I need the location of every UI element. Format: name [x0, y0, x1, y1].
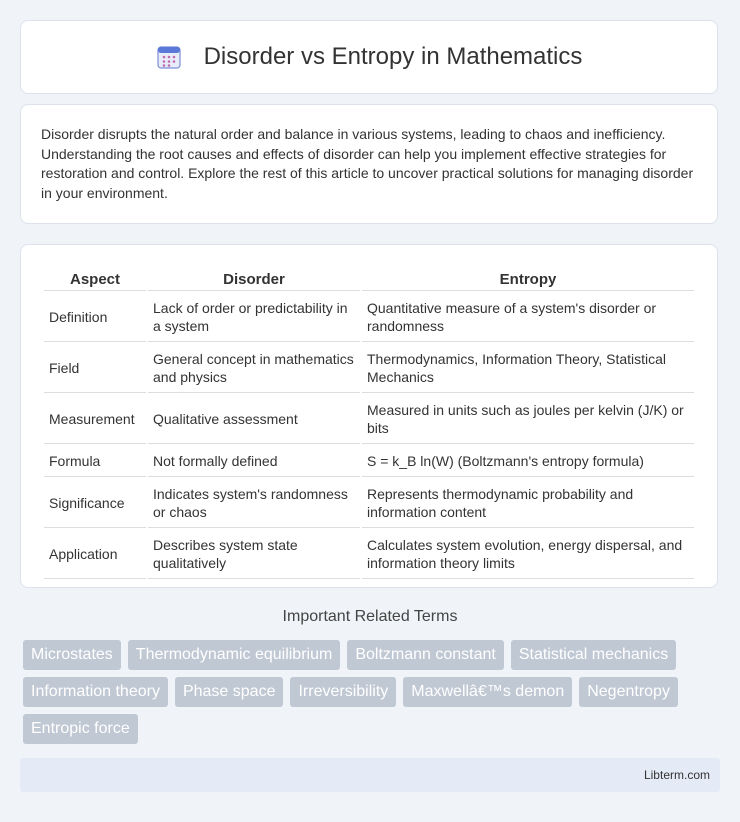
table-row: [44, 479, 694, 528]
disorder-cell: General concept in mathematics and physics: [148, 344, 360, 393]
header-card: [20, 20, 718, 94]
table-row: [44, 446, 694, 477]
table-row: [44, 530, 694, 579]
related-terms-list: [23, 640, 723, 751]
entropy-cell: Quantitative measure of a system's disorder or randomness: [362, 293, 694, 342]
term-tag[interactable]: Microstates: [23, 640, 121, 670]
disorder-cell: Describes system state qualitatively: [148, 530, 360, 579]
disorder-cell: Not formally defined: [148, 446, 360, 477]
footer-link[interactable]: Libterm.com: [643, 768, 710, 782]
aspect-cell: Measurement: [44, 395, 146, 444]
comparison-card: [20, 244, 718, 588]
table-row: [44, 395, 694, 444]
page-title: Disorder vs Entropy in Mathematics: [203, 43, 583, 70]
entropy-cell: S = k_B ln(W) (Boltzmann's entropy formula): [362, 446, 694, 477]
table-row: [44, 344, 694, 393]
entropy-cell: Measured in units such as joules per kelvin (J/K) or bits: [362, 395, 694, 444]
header-aspect: Aspect: [44, 267, 146, 291]
table-row: [44, 293, 694, 342]
entropy-cell: Calculates system evolution, energy dispersal, and information theory limits: [362, 530, 694, 579]
term-tag[interactable]: Information theory: [23, 677, 168, 707]
calendar-icon: [156, 44, 182, 70]
aspect-cell: Definition: [44, 293, 146, 342]
footer: [20, 758, 720, 792]
term-tag[interactable]: Entropic force: [23, 714, 138, 744]
term-tag[interactable]: Negentropy: [579, 677, 678, 707]
aspect-cell: Formula: [44, 446, 146, 477]
comparison-table: [42, 265, 696, 581]
term-tag[interactable]: Irreversibility: [290, 677, 396, 707]
intro-text: Disorder disrupts the natural order and balance in various systems, leading to chaos and inefficiency. Understanding the root causes and effects of disorder can help you implement effective strategies for restoration and control. Explore the rest of this article to uncover practical solutions for managing disorder in your environment.: [41, 126, 694, 201]
entropy-cell: Represents thermodynamic probability and information content: [362, 479, 694, 528]
aspect-cell: Field: [44, 344, 146, 393]
aspect-cell: Application: [44, 530, 146, 579]
entropy-cell: Thermodynamics, Information Theory, Statistical Mechanics: [362, 344, 694, 393]
disorder-cell: Indicates system's randomness or chaos: [148, 479, 360, 528]
disorder-cell: Qualitative assessment: [148, 395, 360, 444]
term-tag[interactable]: Phase space: [175, 677, 284, 707]
disorder-cell: Lack of order or predictability in a system: [148, 293, 360, 342]
header-disorder: Disorder: [148, 267, 360, 291]
term-tag[interactable]: Boltzmann constant: [347, 640, 504, 670]
intro-card: [20, 104, 718, 224]
related-terms-title: Important Related Terms: [282, 608, 458, 625]
term-tag[interactable]: Maxwellâ€™s demon: [403, 677, 572, 707]
aspect-cell: Significance: [44, 479, 146, 528]
term-tag[interactable]: Thermodynamic equilibrium: [128, 640, 341, 670]
term-tag[interactable]: Statistical mechanics: [511, 640, 676, 670]
header-entropy: Entropy: [362, 267, 694, 291]
